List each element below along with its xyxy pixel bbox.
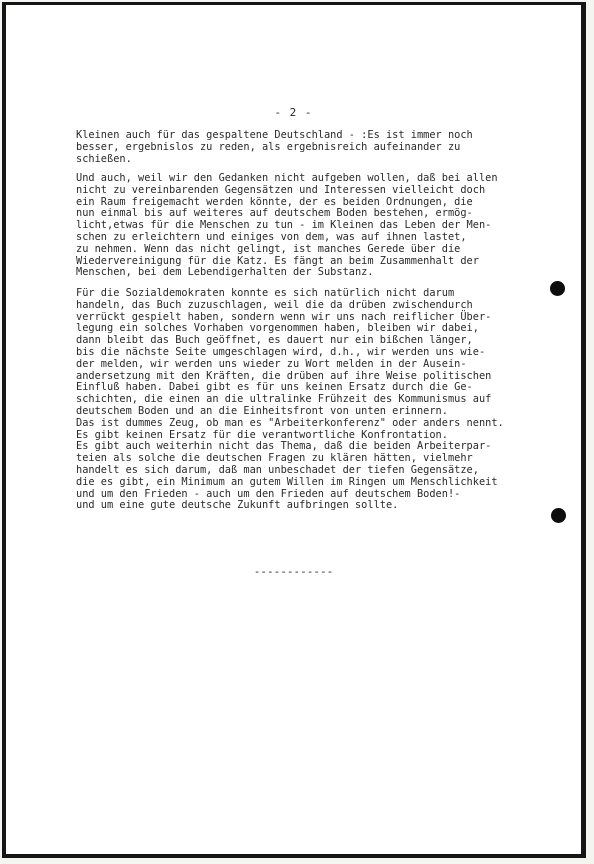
text-line: und um den Frieden - auch um den Frieden auf deutschem Boden!- [76, 487, 461, 500]
text-line: schießen. [76, 152, 132, 165]
text-line: dann bleibt das Buch geöffnet, es dauert nur ein bißchen länger, [76, 334, 473, 347]
text-line: handeln, das Buch zuzuschlagen, weil die da drüben zwischendurch [76, 298, 473, 311]
text-line: Und auch, weil wir den Gedanken nicht aufgeben wollen, daß bei allen [76, 172, 498, 184]
separator-line: ------------ [253, 565, 334, 578]
text-line: ein Raum freigemacht werden könnte, der es beiden Ordnungen, die [76, 195, 473, 208]
text-line: schen zu erleichtern und einiges von dem, was auf ihnen lastet, [76, 230, 467, 243]
text-line: Es gibt auch weiterhin nicht das Thema, daß die beiden Arbeiterpar- [76, 440, 492, 453]
text-line: verrückt gespielt haben, sondern wenn wir uns nach reiflicher Über- [76, 310, 492, 323]
text-line: und um eine gute deutsche Zukunft aufbringen sollte. [76, 499, 399, 512]
text-line: schichten, die einen an die ultralinke Frühzeit des Kommunismus auf [76, 393, 492, 406]
text-line: handelt es sich darum, daß man unbeschadet der tiefen Gegensätze, [76, 463, 479, 476]
text-line: der melden, wir werden uns wieder zu Wort melden in der Ausein- [76, 357, 467, 370]
text-line: die es gibt, ein Minimum an gutem Willen im Ringen um Menschlichkeit [76, 475, 498, 488]
punch-hole [550, 281, 565, 296]
paragraph [76, 173, 546, 279]
text-line: Wiedervereinigung für die Katz. Es fängt an beim Zusammenhalt der [76, 254, 479, 267]
text-line: Für die Sozialdemokraten konnte es sich natürlich nicht darum [76, 287, 455, 299]
text-line: licht,etwas für die Menschen zu tun - im Kleinen das Leben der Men- [76, 219, 492, 232]
text-line: Das ist dummes Zeug, ob man es "Arbeiterkonferenz" oder anders nennt. [76, 416, 504, 429]
document-page [2, 2, 586, 858]
text-line: Einfluß haben. Dabei gibt es für uns keinen Ersatz durch die Ge- [76, 381, 473, 394]
text-line: nun einmal bis auf weiteres auf deutschem Boden bestehen, ermög- [76, 207, 473, 220]
text-line: bis die nächste Seite umgeschlagen wird, d.h., wir werden uns wie- [76, 345, 486, 358]
text-line: zu nehmen. Wenn das nicht gelingt, ist manches Gerede über die [76, 242, 461, 255]
text-line: Kleinen auch für das gespaltene Deutschland - :Es ist immer noch [76, 129, 473, 141]
page-number: - 2 - [274, 106, 313, 119]
text-line: Es gibt keinen Ersatz für die verantwortliche Konfrontation. [76, 428, 448, 441]
text-line: deutschem Boden und an die Einheitsfront von unten erinnern. [76, 404, 448, 417]
paragraph [76, 288, 546, 512]
text-line: Menschen, bei dem Lebendigerhalten der Substanz. [76, 266, 374, 279]
text-line: nicht zu vereinbarenden Gegensätzen und Interessen vielleicht doch [76, 183, 486, 196]
text-line: andersetzung mit den Kräften, die drüben auf ihre Weise politischen [76, 369, 492, 382]
paragraph [76, 130, 546, 165]
text-line: legung ein solches Vorhaben vorgenommen haben, bleiben wir dabei, [76, 322, 479, 335]
punch-hole [551, 508, 566, 523]
text-line: besser, ergebnislos zu reden, als ergebnisreich aufeinander zu [76, 140, 461, 153]
text-line: teien als solche die deutschen Fragen zu klären hätten, vielmehr [76, 452, 473, 465]
